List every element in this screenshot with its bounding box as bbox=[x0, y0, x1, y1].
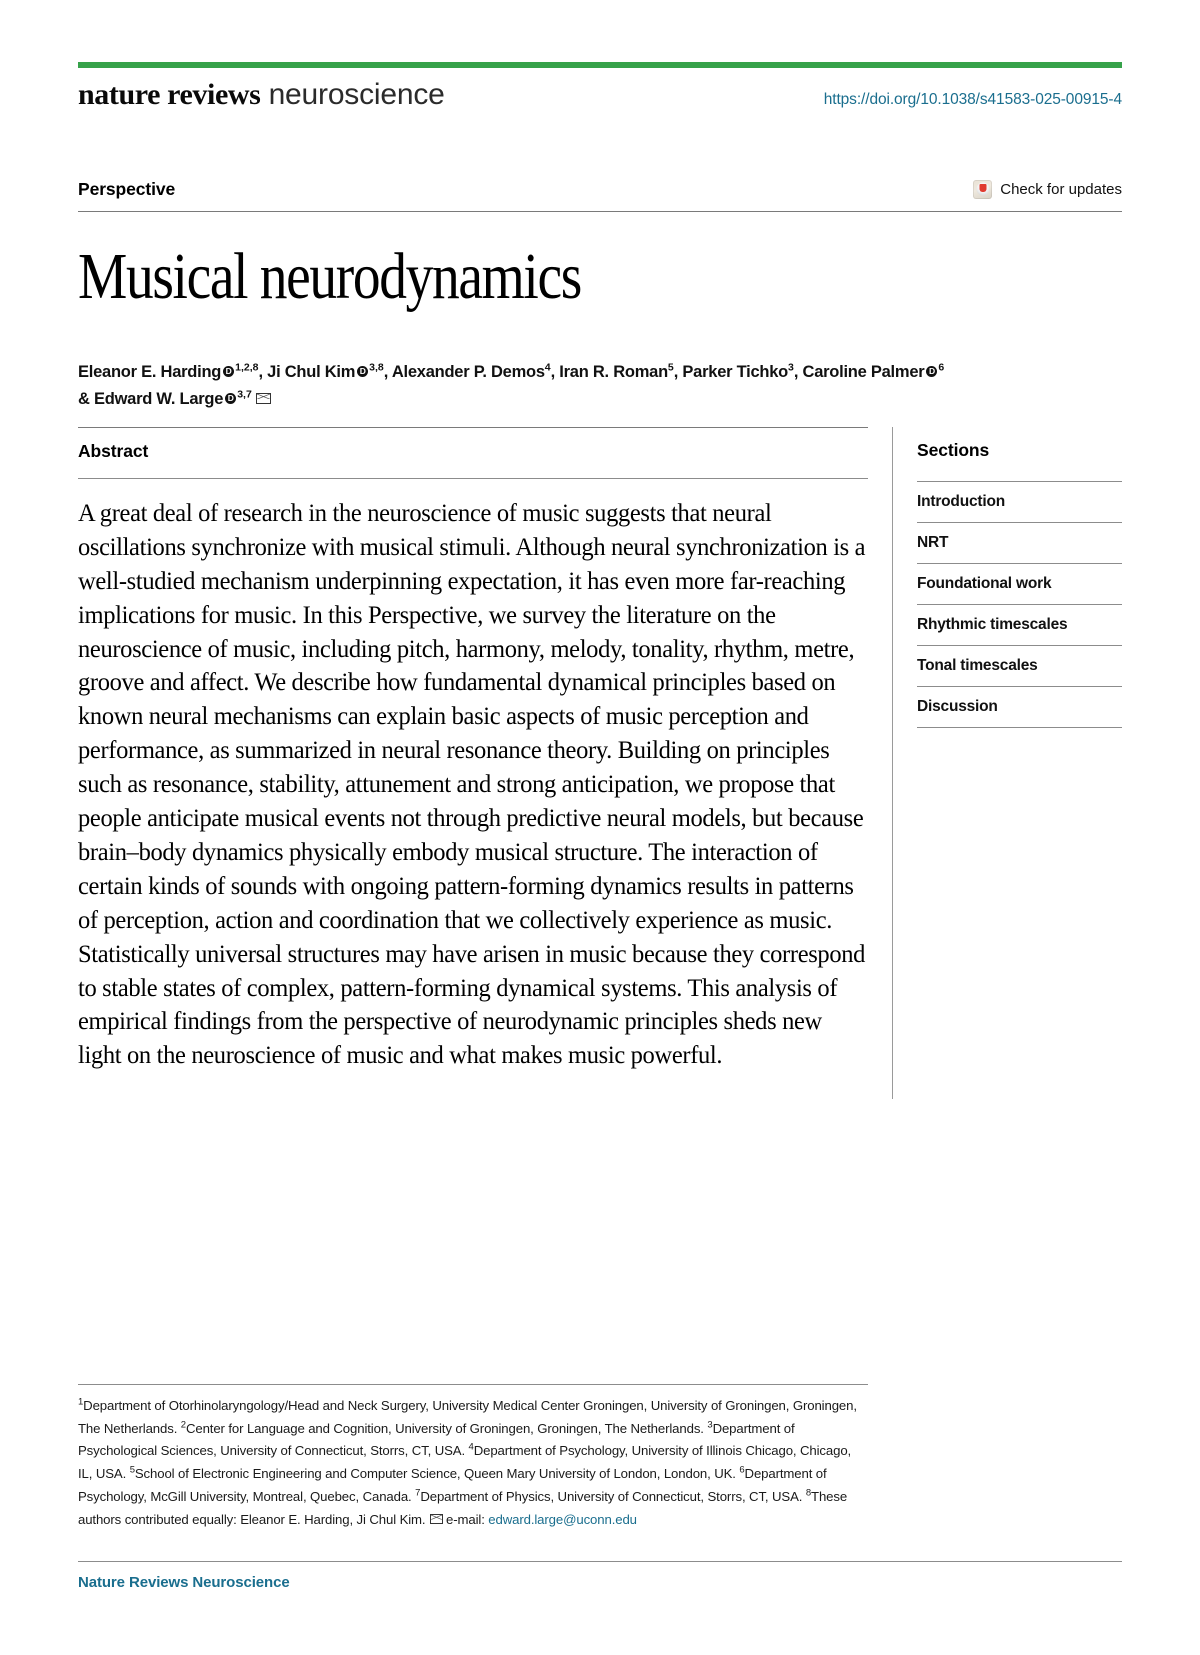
email-label: e-mail: bbox=[446, 1511, 489, 1527]
orcid-icon[interactable] bbox=[223, 366, 234, 377]
article-type-label: Perspective bbox=[78, 178, 176, 199]
sidebar-item-foundational-work[interactable]: Foundational work bbox=[917, 563, 1122, 604]
masthead bbox=[78, 79, 1122, 111]
sidebar-item-nrt[interactable]: NRT bbox=[917, 522, 1122, 563]
abstract-column bbox=[78, 427, 868, 1099]
affil-marker-1: 1 bbox=[78, 1396, 84, 1408]
article-type-row bbox=[78, 179, 1122, 200]
check-for-updates-label: Check for updates bbox=[1000, 180, 1122, 198]
affil-2: Center for Language and Cognition, University of Groningen, Groningen, The Netherlands. bbox=[185, 1420, 708, 1436]
sections-list bbox=[917, 481, 1122, 728]
footer-divider bbox=[78, 1561, 1122, 1562]
journal-logo-bold: nature reviews bbox=[78, 78, 261, 111]
affil-4: Department of Psychology, University of Illinois Chicago, Chicago, IL, USA. bbox=[78, 1443, 852, 1482]
author-name-large: & Edward W. Large bbox=[78, 390, 224, 409]
author-affil-kim: 3,8 bbox=[369, 361, 384, 374]
orcid-icon[interactable] bbox=[926, 366, 937, 377]
corresponding-email-link[interactable]: edward.large@uconn.edu bbox=[488, 1511, 637, 1527]
author-name-roman: , Iran R. Roman bbox=[550, 363, 668, 382]
crossmark-icon bbox=[973, 180, 992, 199]
author-list bbox=[78, 359, 1122, 412]
sections-heading: Sections bbox=[917, 439, 990, 460]
sidebar-item-rhythmic-timescales[interactable]: Rhythmic timescales bbox=[917, 604, 1122, 645]
title-divider bbox=[78, 211, 1122, 212]
journal-logo bbox=[78, 79, 445, 111]
affil-marker-3: 3 bbox=[707, 1419, 713, 1431]
doi-link[interactable]: https://doi.org/10.1038/s41583-025-00915-4 bbox=[823, 91, 1122, 108]
affil-3: Department of Psychological Sciences, University of Connecticut, Storrs, CT, USA. bbox=[78, 1420, 795, 1459]
affil-marker-7: 7 bbox=[415, 1487, 421, 1499]
affil-7: Department of Physics, University of Connecticut, Storrs, CT, USA. bbox=[420, 1488, 806, 1504]
envelope-icon bbox=[430, 1514, 443, 1524]
affil-marker-6: 6 bbox=[739, 1464, 745, 1476]
orcid-icon[interactable] bbox=[225, 393, 236, 404]
abstract-text: A great deal of research in the neuroscience of music suggests that neural oscillations synchronize with musical stimuli. Although neural synchronization is a well-studied mechanism underpinning expectation, it has even more far-reaching implications for music. In this Perspective, we survey the literature on the neuroscience of music, including pitch, harmony, melody, tonality, rhythm, metre, groove and affect. We describe how fundamental dynamical principles based on known neural mechanisms can explain basic aspects of music perception and performance, as summarized in neural resonance theory. Building on principles such as resonance, stability, attunement and strong anticipation, we propose that people anticipate musical events not through predictive neural models, but because brain–body dynamics physically embody musical structure. The interaction of certain kinds of sounds with ongoing pattern-forming dynamics results in patterns of perception, action and coordination that we collectively experience as music. Statistically universal structures may have arisen in music because they correspond to stable states of complex, pattern-forming dynamical systems. This analysis of empirical findings from the perspective of neurodynamic principles sheds new light on the neuroscience of music and what makes music powerful. bbox=[78, 498, 866, 1070]
affil-6: Department of Psychology, McGill University, Montreal, Quebec, Canada. bbox=[78, 1466, 827, 1504]
article-page bbox=[0, 62, 1200, 1655]
affil-8: These authors contributed equally: Eleanor E. Harding, Ji Chul Kim. bbox=[78, 1488, 848, 1527]
author-name-kim: , Ji Chul Kim bbox=[258, 363, 356, 382]
footer-journal-name: Nature Reviews Neuroscience bbox=[78, 1574, 290, 1591]
sidebar-item-introduction[interactable]: Introduction bbox=[917, 481, 1122, 522]
affil-5: School of Electronic Engineering and Computer Science, Queen Mary University of London, London, UK. bbox=[134, 1466, 740, 1482]
page-title: Musical neurodynamics bbox=[78, 239, 581, 313]
affiliations-text bbox=[78, 1395, 868, 1531]
author-affil-tichko: 3 bbox=[788, 361, 794, 374]
affil-1: Department of Otorhinolaryngology/Head and Neck Surgery, University Medical Center Groningen, University of Groningen, Groningen, The Netherlands. bbox=[78, 1398, 857, 1436]
sections-column bbox=[892, 427, 1122, 1099]
author-affil-palmer: 6 bbox=[938, 361, 945, 374]
affil-marker-2: 2 bbox=[180, 1419, 186, 1431]
affiliations-block bbox=[78, 1384, 868, 1531]
sidebar-item-tonal-timescales[interactable]: Tonal timescales bbox=[917, 645, 1122, 686]
affil-marker-4: 4 bbox=[468, 1442, 474, 1454]
author-affil-roman: 5 bbox=[667, 361, 674, 374]
author-affil-demos: 4 bbox=[544, 361, 551, 374]
orcid-icon[interactable] bbox=[357, 366, 368, 377]
author-affil-harding: 1,2,8 bbox=[235, 361, 259, 374]
abstract-heading-divider bbox=[78, 478, 868, 479]
check-for-updates-badge[interactable] bbox=[973, 180, 1122, 199]
author-name-tichko: , Parker Tichko bbox=[673, 363, 789, 382]
envelope-icon[interactable] bbox=[256, 393, 271, 404]
article-body bbox=[78, 427, 1122, 1099]
journal-logo-light: neuroscience bbox=[260, 78, 445, 111]
affiliations-divider bbox=[78, 1384, 868, 1385]
author-name-demos: , Alexander P. Demos bbox=[383, 363, 545, 382]
author-name-palmer: , Caroline Palmer bbox=[793, 363, 925, 382]
affil-marker-5: 5 bbox=[129, 1464, 135, 1476]
sidebar-item-discussion[interactable]: Discussion bbox=[917, 686, 1122, 728]
affil-marker-8: 8 bbox=[805, 1487, 812, 1499]
author-name-harding: Eleanor E. Harding bbox=[78, 363, 222, 382]
abstract-heading: Abstract bbox=[78, 440, 149, 461]
masthead-green-rule bbox=[78, 62, 1122, 68]
author-affil-large: 3,7 bbox=[237, 388, 252, 401]
abstract-top-divider bbox=[78, 427, 868, 428]
